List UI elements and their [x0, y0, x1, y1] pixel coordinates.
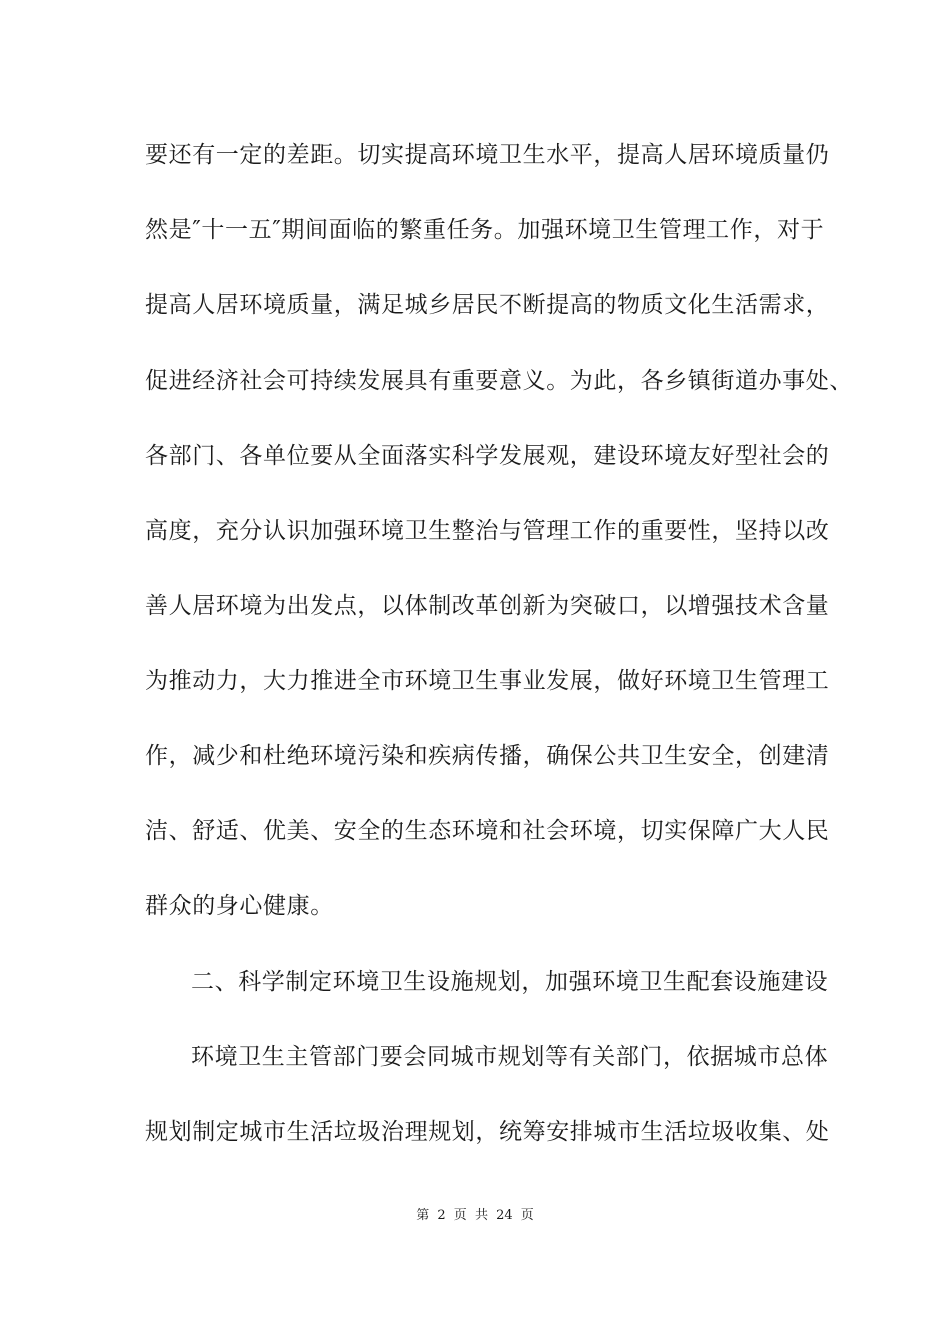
footer-page-word: 页: [453, 1208, 467, 1223]
body-text-line: 要还有一定的差距。切实提高环境卫生水平，提高人居环境质量仍: [145, 142, 830, 168]
body-text-line: 促进经济社会可持续发展具有重要意义。为此，各乡镇街道办事处、: [145, 368, 853, 394]
footer-prefix: 第: [416, 1208, 430, 1223]
body-text-line: 高度，充分认识加强环境卫生整治与管理工作的重要性，坚持以改: [145, 518, 830, 544]
body-text-line: 环境卫生主管部门要会同城市规划等有关部门，依据城市总体: [191, 1044, 829, 1070]
body-text-line: 然是″十一五″期间面临的繁重任务。加强环境卫生管理工作，对于: [145, 217, 825, 243]
footer-total-pages: 24: [496, 1208, 513, 1223]
section-heading: 二、科学制定环境卫生设施规划，加强环境卫生配套设施建设: [191, 969, 829, 995]
body-text-line: 善人居环境为出发点，以体制改革创新为突破口，以增强技术含量: [145, 593, 830, 619]
body-text-line: 规划制定城市生活垃圾治理规划，统筹安排城市生活垃圾收集、处: [145, 1119, 830, 1145]
footer-suffix: 页: [520, 1208, 534, 1223]
body-text-line: 为推动力，大力推进全市环境卫生事业发展，做好环境卫生管理工: [145, 668, 830, 694]
body-text-line: 作，减少和杜绝环境污染和疾病传播，确保公共卫生安全，创建清: [145, 743, 830, 769]
body-text-line: 提高人居环境质量，满足城乡居民不断提高的物质文化生活需求，: [145, 292, 830, 318]
page-footer: [0, 1207, 950, 1225]
body-text-line: 各部门、各单位要从全面落实科学发展观，建设环境友好型社会的: [145, 443, 830, 469]
body-text-line: 群众的身心健康。: [145, 893, 334, 919]
footer-total-prefix: 共: [474, 1208, 488, 1223]
body-text-line: 洁、舒适、优美、安全的生态环境和社会环境，切实保障广大人民: [145, 818, 830, 844]
footer-current-page: 2: [437, 1208, 446, 1223]
